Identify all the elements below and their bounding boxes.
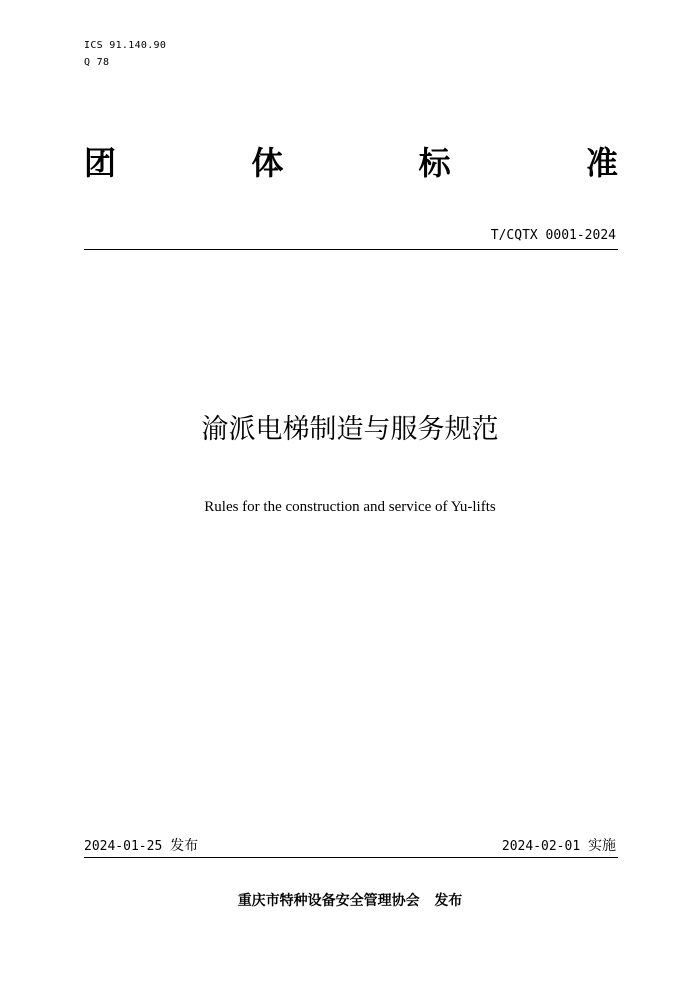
ccs-code: Q 78: [84, 57, 110, 68]
bottom-divider: [84, 857, 618, 858]
document-title-english: Rules for the construction and service of Yu-lifts: [204, 499, 496, 515]
standard-code: T/CQTX 0001-2024: [490, 228, 616, 243]
publisher-line: [0, 891, 700, 911]
standard-type-heading: [84, 140, 618, 186]
top-divider: [84, 249, 618, 250]
standard-type-char-1: 团: [84, 144, 117, 182]
effective-date-line: [502, 837, 616, 856]
standard-type-char-4: 准: [585, 144, 618, 182]
document-title-chinese: 渝派电梯制造与服务规范: [201, 414, 499, 445]
publisher-name: 重庆市特种设备安全管理协会: [237, 893, 420, 909]
publish-date-line: [84, 837, 198, 856]
effective-date: 2024-02-01: [501, 839, 581, 854]
classification-block: [84, 37, 166, 71]
publisher-action: 发布: [434, 893, 463, 909]
publish-label: 发布: [170, 838, 199, 854]
publish-date: 2024-01-25: [84, 839, 163, 854]
standard-type-char-2: 体: [251, 144, 284, 182]
standard-type-char-3: 标: [418, 144, 451, 182]
effective-label: 实施: [588, 838, 616, 854]
ics-code: ICS 91.140.90: [84, 40, 167, 51]
